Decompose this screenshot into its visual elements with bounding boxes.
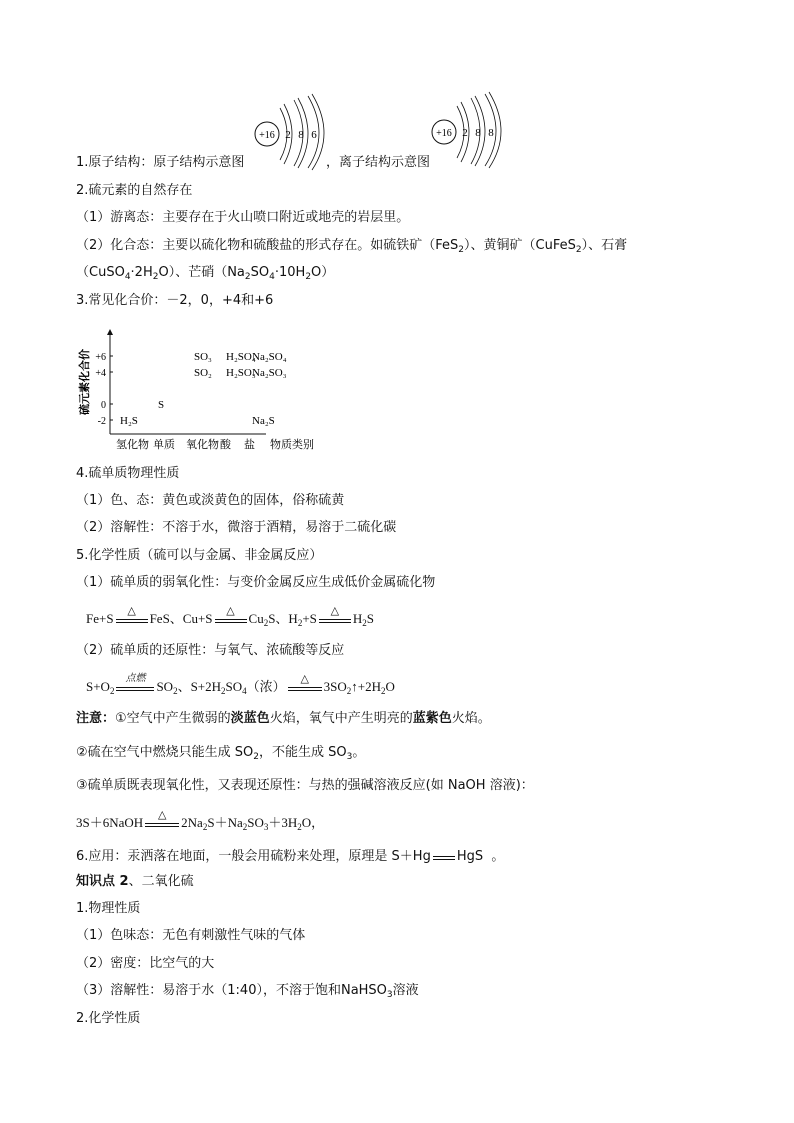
x-tick-label: 酸 — [220, 438, 231, 451]
kp2-title: 知识点 2、二氧化硫 — [76, 874, 194, 889]
note-2: ②硫在空气中燃烧只能生成 $SO_2$，不能生成 $SO_3$。 — [76, 745, 366, 762]
chart-point-label: H₂SO₃ — [226, 367, 256, 379]
free-state-text: （1）游离态：主要存在于火山喷口附近或地壳的岩层里。 — [76, 210, 410, 225]
combined-state-line1: （2）化合态：主要以硫化物和硫酸盐的形式存在。如硫铁矿（FeS$_2$）、黄铜矿（CuFeS$_2$）、石膏 — [76, 238, 628, 255]
valence-chart-svg — [76, 322, 336, 452]
section2-title: 2.硫元素的自然存在 — [76, 183, 193, 198]
x-axis-label: 物质类别 — [270, 438, 314, 451]
chart-point-label: H₂S — [120, 415, 138, 427]
x-tick-label: 氧化物 — [186, 438, 219, 451]
chart-point-label: Na₂SO₄ — [252, 351, 287, 363]
y-tick-label: 0 — [101, 400, 106, 411]
physical-color-text: （1）色、态：黄色或淡黄色的固体，俗称硫黄 — [76, 493, 345, 508]
chart-point-label: Na₂S — [252, 415, 275, 427]
valence-chart — [76, 322, 336, 452]
sulfur-atom-diagram — [250, 96, 330, 168]
chart-point-label: SO₂ — [194, 367, 212, 379]
ion-nucleus-label: +16 — [436, 128, 452, 139]
physical-solubility-text: （2）溶解性：不溶于水，微溶于酒精，易溶于二硫化碳 — [76, 520, 397, 535]
chart-point-label: H₂SO₄ — [226, 351, 256, 363]
combined-state-line2: $(CuSO_4\cdot 2H_2O)$、芒硝$(Na_2SO_4\cdot 10H_2O)$ — [76, 265, 335, 282]
kp2-density: （2）密度：比空气的大 — [76, 956, 215, 971]
x-tick-label: 单质 — [153, 438, 175, 451]
kp2-solubility: （3）溶解性：易溶于水（1:40），不溶于饱和NaHSO$_3$溶液 — [76, 983, 419, 1000]
atom-shell-1: 2 — [285, 129, 291, 141]
y-axis-label: 硫元素化合价 — [78, 349, 91, 415]
application-text: 6.应用：汞洒落在地面，一般会用硫粉来处理，原理是 S＋Hg HgS 。 — [76, 849, 505, 864]
kp2-chemical-title: 2.化学性质 — [76, 1011, 141, 1026]
ion-structure-text: ，离子结构示意图 — [326, 155, 431, 170]
equation-3: 3S＋6NaOH △ $2Na_2S+Na_2SO_3+3H_2O$， — [76, 809, 325, 832]
section3-title: 3.常见化合价：－2，0，+4和+6 — [76, 293, 274, 308]
oxidizing-text: （1）硫单质的弱氧化性：与变价金属反应生成低价金属硫化物 — [76, 575, 436, 590]
reducing-text: （2）硫单质的还原性：与氧气、浓硫酸等反应 — [76, 643, 345, 658]
ion-shell-1: 2 — [462, 127, 468, 139]
equation-2: $S+O_2$ 点燃 $SO_2$、$S+2H_2SO_4$（浓） △ $3SO_2↑+2H_2O$ — [86, 673, 395, 696]
equation-1: Fe+S △ FeS、Cu+S △ $Cu_2S$、$H_2+S$ △ $H_2S$ — [86, 605, 375, 628]
atomic-structure-line — [76, 154, 244, 172]
y-axis-arrow — [107, 329, 113, 335]
y-tick-label: +4 — [95, 368, 106, 379]
atomic-structure-text: 1.原子结构：原子结构示意图 — [76, 155, 245, 170]
ion-shell-3: 8 — [488, 127, 494, 139]
atom-shell-2: 8 — [298, 129, 304, 141]
section5-title: 5.化学性质（硫可以与金属、非金属反应） — [76, 548, 323, 563]
sulfide-ion-diagram — [430, 94, 510, 166]
chart-point-label: Na₂SO₃ — [252, 367, 287, 379]
atom-nucleus-label: +16 — [259, 130, 275, 141]
atom-shell-3: 6 — [311, 129, 317, 141]
section4-title: 4.硫单质物理性质 — [76, 466, 180, 481]
note-3: ③硫单质既表现氧化性，又表现还原性：与热的强碱溶液反应(如 NaOH 溶液)： — [76, 778, 534, 793]
x-tick-label: 氢化物 — [116, 438, 149, 451]
kp2-color: （1）色味态：无色有刺激性气味的气体 — [76, 928, 306, 943]
y-tick-label: +6 — [95, 352, 106, 363]
chart-point-label: S — [158, 399, 165, 411]
note-1: 注意：①空气中产生微弱的淡蓝色火焰，氧气中产生明亮的蓝紫色火焰。 — [76, 711, 491, 726]
kp2-physical-title: 1.物理性质 — [76, 901, 141, 916]
ion-shell-2: 8 — [475, 127, 481, 139]
chart-point-label: SO₃ — [194, 351, 212, 363]
y-tick-label: -2 — [97, 416, 106, 427]
x-tick-label: 盐 — [244, 438, 255, 451]
